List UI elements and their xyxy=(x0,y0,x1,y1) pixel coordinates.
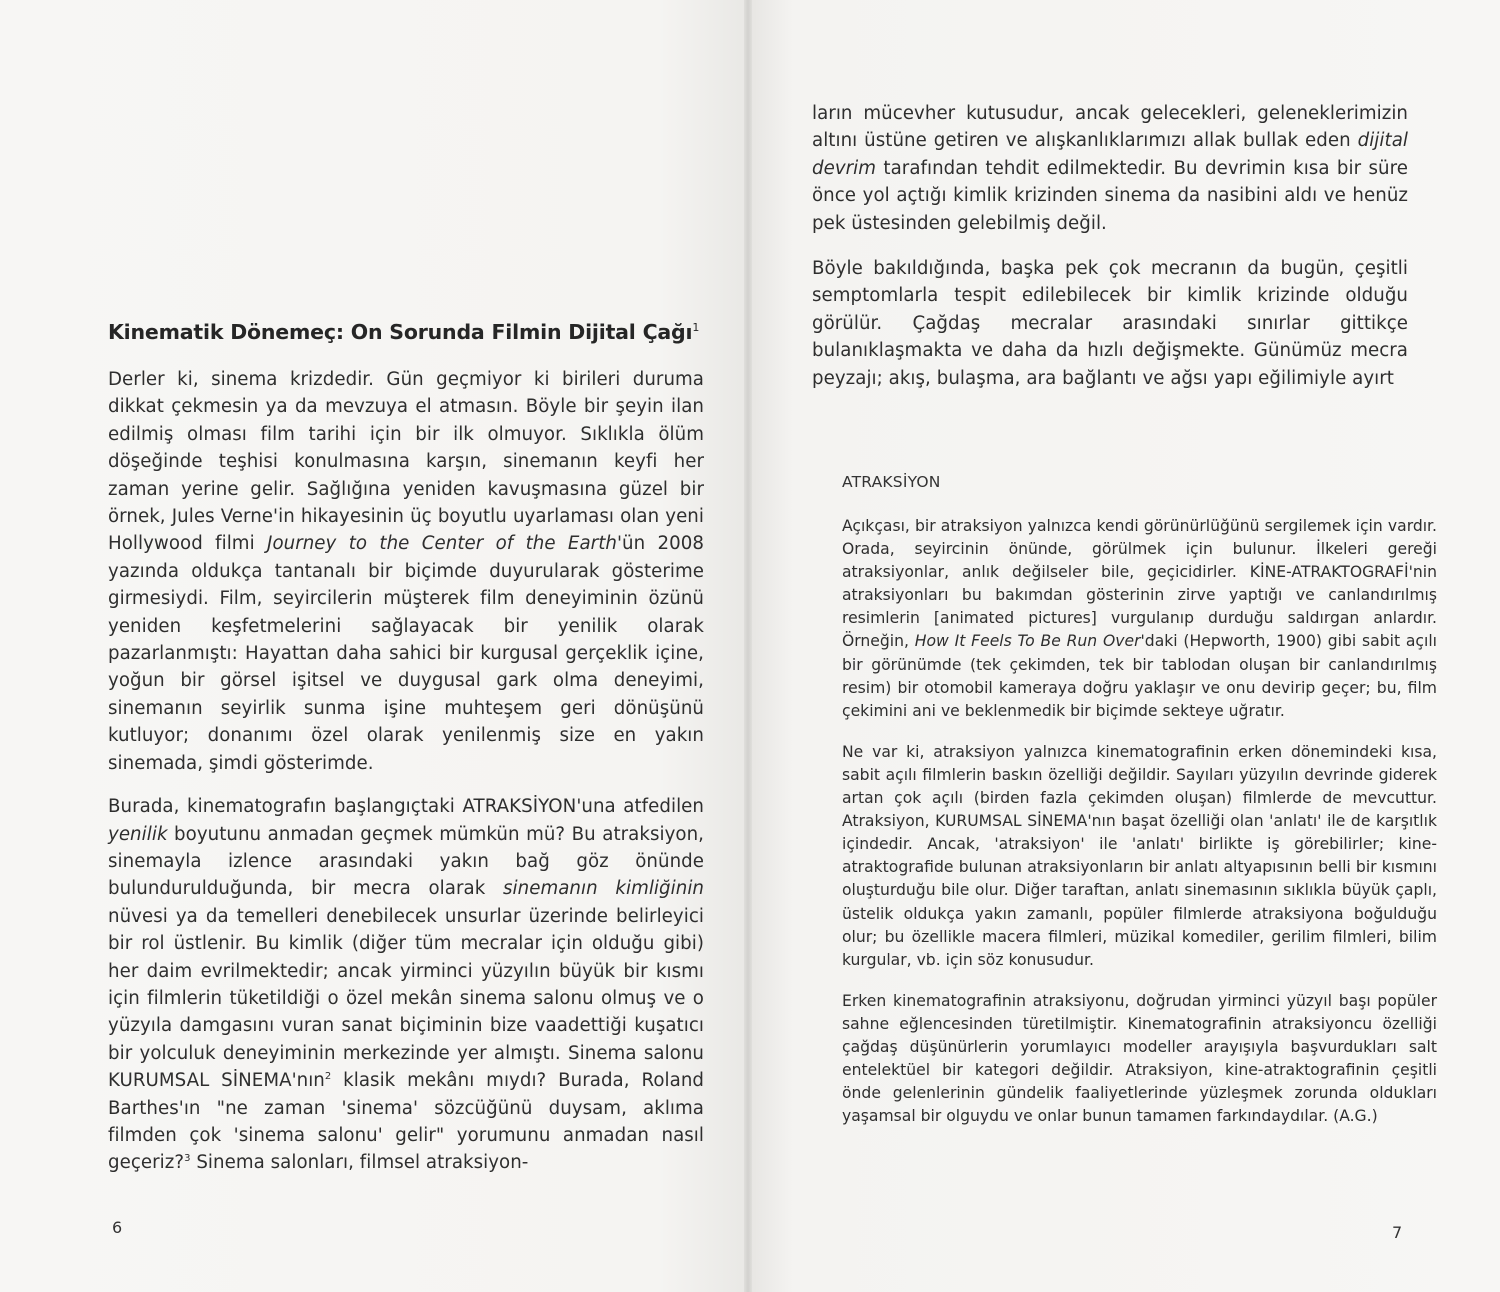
text-run: Sinema salonları, filmsel atraksiyon- xyxy=(190,1152,529,1174)
italic-run: sinemanın kimliğinin xyxy=(503,878,704,900)
text-run: tarafından tehdit edilmektedir. Bu devrimin kısa bir süre önce yol açtığı kimlik krizinden sinema da nasibini aldı ve henüz pek üstesinden gelebilmiş değil. xyxy=(812,157,1408,234)
left-page xyxy=(0,0,748,1292)
footnote-mark: 2 xyxy=(324,1071,332,1083)
text-run: Böyle bakıldığında, başka pek çok mecranın da bugün, çeşitli semptomlarla tespit edilebilecek bir kimlik krizinde olduğu görülür. Çağdaş mecralar arasındaki sınırlar gittikçe bulanıklaşmakta ve daha da hızlı değişmekte. Günümüz mecra peyzajı; akış, bulaşma, ara bağlantı ve ağsı yapı eğilimiyle ayırt xyxy=(812,258,1408,389)
text-run: 'ün 2008 yazında oldukça tantanalı bir biçimde duyurularak gösterime girmesiydi. Film, seyircilerin müşterek film deneyiminin özünü yeniden keşfetmelerini sağlayacak bir yenilik olarak pazarlanmıştı: Hayattan daha sahici bir kurgusal gerçeklik içine, yoğun bir görsel işitsel ve duygusal gark olma deneyimi, sinemanın seyirlik sunma işine muhteşem geri dönüşünü kutluyor; donanımı özel olarak yenilenmiş size en yakın sinemada, şimdi gösterimde. xyxy=(108,533,704,774)
text-run: nüvesi ya da temelleri denebilecek unsurlar üzerinde belirleyici bir rol üstlenir. Bu kimlik (diğer tüm mecralar için olduğu gibi) her daim evrilmektedir; ancak yirminci yüzyılın büyük bir kısmı için filmlerin tüketildiği o özel mekân sinema salonu olmuş ve o yüzyıla damgasını vuran sanat biçiminin bize vaadettiği kuşatıcı bir yolculuk deneyiminin merkezinde yer almıştı. Sinema salonu KURUMSAL SİNEMA'nın xyxy=(108,905,704,1092)
body-paragraph xyxy=(812,255,1408,392)
text-run: Derler ki, sinema krizdedir. Gün geçmiyor ki birileri duruma dikkat çekmesin ya da mevzuya el atmasın. Böyle bir şeyin ilan edilmiş olması film tarihi için bir ilk olmuyor. Sıklıkla ölüm döşeğinde teşhisi konulmasına karşın, sinemanın keyfi her zaman yerine gelir. Sağlığına yeniden kavuşmasına güzel bir örnek, Jules Verne'in hikayesinin üç boyutlu uyarlaması olan yeni Hollywood filmi xyxy=(108,369,704,555)
italic-run: yenilik xyxy=(108,823,168,845)
sidebar-paragraph xyxy=(842,741,1437,972)
text-run: Erken kinematografinin atraksiyonu, doğrudan yirminci yüzyıl başı popüler sahne eğlencesinden türetilmiştir. Kinematografinin atraksiyoncu özelliği çağdaş düşünürlerin yorumlayıcı modeller arayışıyla başvurdukları salt entelektüel bir kategori değildir. Atraksiyon, kine-atraktografinin çeşitli önde gelenlerinin gündelik faaliyetlerinde yüzleşmek zorunda oldukları yaşamsal bir olguydu ve onlar bunun tamamen farkındaydılar. (A.G.) xyxy=(842,991,1437,1126)
right-page xyxy=(748,0,1500,1292)
text-run: Burada, kinematografın başlangıçtaki ATRAKSİYON'una atfedilen xyxy=(108,796,704,818)
page-number-right: 7 xyxy=(1392,1223,1403,1242)
text-run: ların mücevher kutusudur, ancak gelecekleri, geleneklerimizin altını üstüne getiren ve alışkanlıklarımızı allak bullak eden xyxy=(812,103,1408,152)
text-run: 'daki (Hepworth, 1900) gibi sabit açılı bir görünümde (tek çekimden, tek bir tablodan oluşan bir canlandırılmış resim) bir otomobil kameraya doğru yaklaşır ve onu devirip geçer; bu, film çekimini ani ve beklenmedik bir biçimde sekteye uğratır. xyxy=(842,632,1437,720)
chapter-heading-text: Kinematik Dönemeç: On Sorunda Filmin Dijital Çağı xyxy=(108,320,693,344)
body-paragraph xyxy=(108,366,704,777)
sidebar-text xyxy=(842,515,1437,1128)
heading-footnote-mark: 1 xyxy=(692,321,700,335)
left-body-text xyxy=(108,366,704,1177)
text-run: Ne var ki, atraksiyon yalnızca kinematografinin erken dönemindeki kısa, sabit açılı filmlerin baskın özelliği değildir. Sayıları yüzyılın devrinde giderek artan çok açılı (birden fazla çekimden oluşan) filmlerde de mevcuttur. Atraksiyon, KURUMSAL SİNEMA'nın başat özelliği olan 'anlatı' ile de karşıtlık içindedir. Ancak, 'atraksiyon' ile 'anlatı' birlikte iş görebilirler; kine-atraktografide bulunan atraksiyonların bir anlatı altyapısının belli bir kısmını oluşturduğu bile olur. Diğer taraftan, anlatı sinemasının sıklıkla büyük çaplı, üstelik oldukça yakın zamanlı, popüler filmlerde atraksiyona boğulduğu olur; bu özellikle macera filmleri, müzikal komediler, gerilim filmleri, bilim kurgular, vb. için söz konusudur. xyxy=(842,742,1437,969)
book-spine xyxy=(744,0,752,1292)
sidebar-paragraph xyxy=(842,990,1437,1129)
sidebar-paragraph xyxy=(842,515,1437,723)
text-run: boyutunu anmadan geçmek mümkün mü? Bu atraksiyon, sinemayla izlence arasındaki yakın bağ göz önünde bulundurulduğunda, bir mecra olarak xyxy=(108,823,704,900)
page-number-left: 6 xyxy=(112,1218,123,1237)
chapter-heading xyxy=(108,320,708,344)
sidebar-title: ATRAKSİYON xyxy=(842,473,941,491)
body-paragraph xyxy=(812,100,1408,237)
italic-run: dijital devrim xyxy=(812,130,1408,179)
italic-run: How It Feels To Be Run Over xyxy=(914,632,1141,651)
italic-run: Journey to the Center of the Earth xyxy=(267,533,617,555)
footnote-mark: 3 xyxy=(184,1153,191,1165)
body-paragraph xyxy=(108,793,704,1177)
text-run: Açıkçası, bir atraksiyon yalnızca kendi görünürlüğünü sergilemek için vardır. Orada, seyircinin önünde, görülmek için bulunur. İlkeleri gereği atraksiyonlar, anlık değilseler bile, geçicidirler. KİNE-ATRAKTOGRAFİ'nin atraksiyonları bu bakımdan gösterinin zirve yaptığı ve canlandırılmış resimlerin [animated pictures] vurgulanıp durduğu saldırgan anlardır. Örneğin, xyxy=(842,517,1437,651)
right-body-text xyxy=(812,100,1408,392)
text-run: klasik mekânı mıydı? Burada, Roland Barthes'ın "ne zaman 'sinema' sözcüğünü duysam, aklıma filmden çok 'sinema salonu' gelir" yorumunu anmadan nasıl geçeriz? xyxy=(108,1070,704,1174)
